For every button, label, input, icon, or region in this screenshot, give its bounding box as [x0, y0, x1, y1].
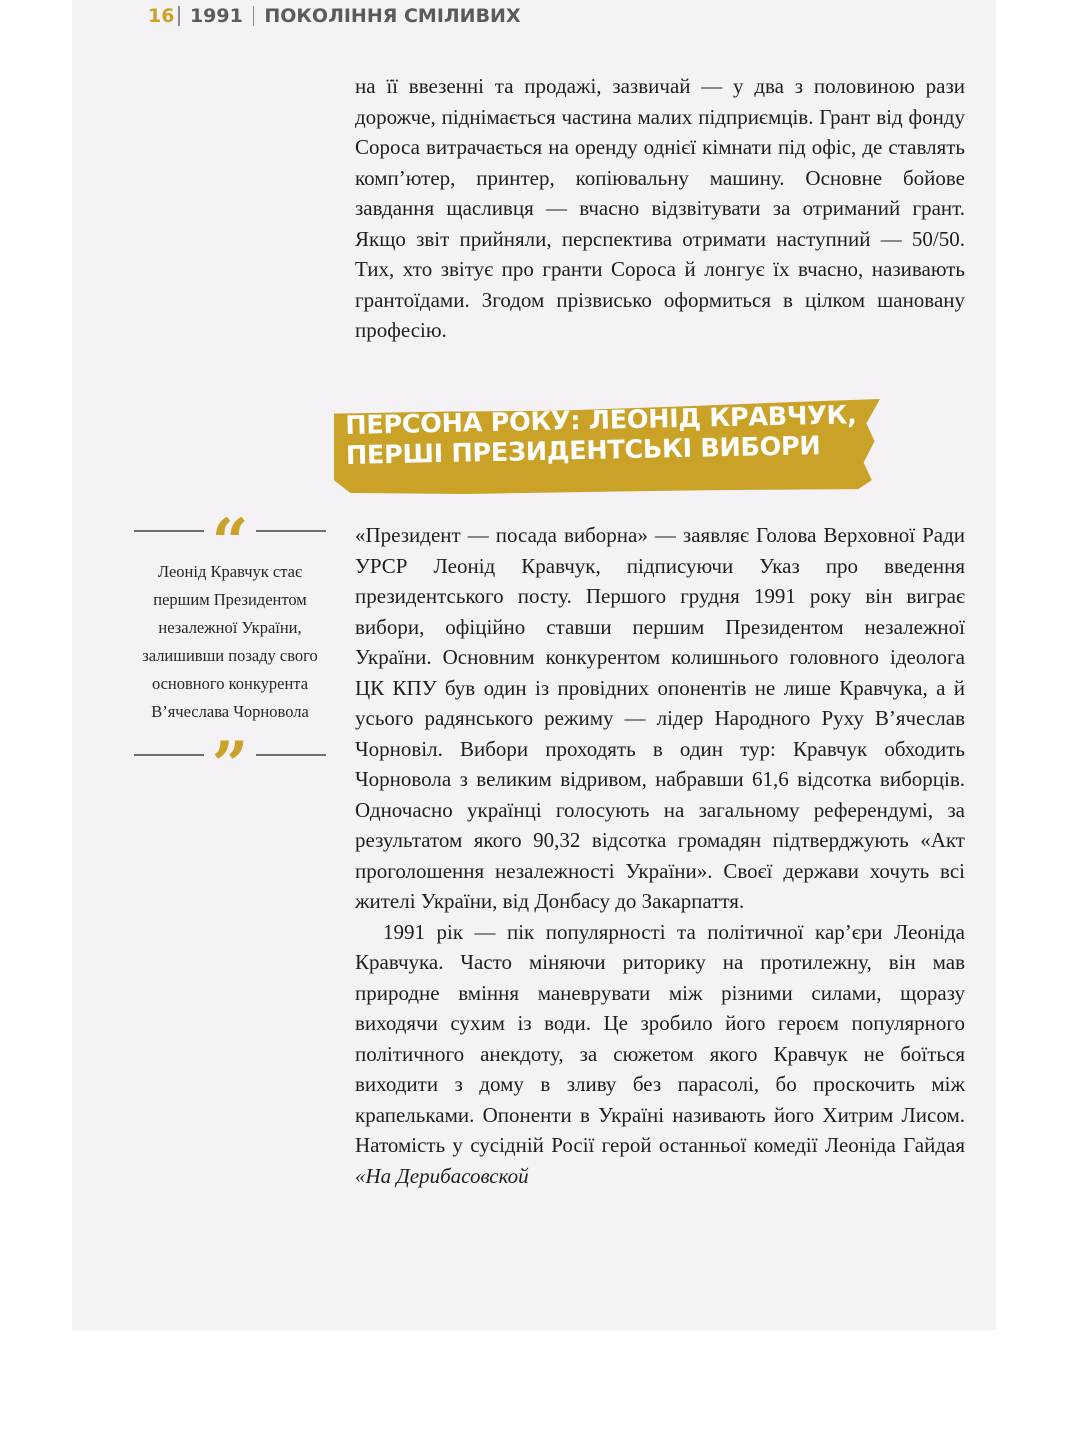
main-paragraph-1: «Президент — посада виборна» — заявляє Голова Верховної Ради УРСР Леонід Кравчук, підписуючи Указ про введення президентського посту. Першого грудня 1991 року він виграє вибори, офіційно ставши першим Президентом незалежної України. Основним конкурентом колишнього головного ідеолога ЦК КПУ був один із провідних опонентів не лише Кравчука, а й усього радянського режиму — лідер Народного Руху В’ячеслав Чорновіл. Вибори проходять в один тур: Кравчук обходить Чорновола з великим відривом, набравши 61,6 відсотка виборців. Одночасно українці голосують на загальному референдумі, за результатом якого 90,32 відсотка громадян підтверджують «Акт проголошення незалежності України». Своєї держави хочуть всі жителі України, від Донбасу до Закарпаття.	[355, 523, 965, 913]
running-head-year: 1991	[189, 5, 243, 27]
rule-left	[134, 530, 204, 532]
running-head-title: ПОКОЛІННЯ СМІЛИВИХ	[264, 5, 521, 27]
main-text-block	[355, 520, 965, 1191]
header-divider	[253, 6, 255, 26]
close-quote-icon: ”	[211, 728, 249, 803]
pull-quote-text: Леонід Кравчук стає першим Президентом незалежної України, залишивши позаду свого основного конкурента В’ячеслава Чорновола	[142, 562, 318, 721]
header-divider	[178, 6, 180, 26]
quote-top-rule	[134, 505, 326, 580]
quote-bottom-rule	[134, 728, 326, 803]
page-number: 16	[148, 5, 175, 27]
rule-right	[256, 530, 326, 532]
pull-quote	[134, 505, 326, 803]
section-heading-line-1: ПЕРСОНА РОКУ: ЛЕОНІД КРАВЧУК,	[345, 400, 857, 441]
main-paragraph-2	[355, 917, 965, 1192]
rule-right	[256, 754, 326, 756]
film-title-italic: «На Дерибасовской	[355, 1163, 529, 1188]
rule-left	[134, 754, 204, 756]
intro-text-block	[355, 71, 965, 346]
open-quote-icon: “	[211, 505, 249, 580]
running-head	[148, 4, 521, 28]
main-paragraph-2-text: 1991 рік — пік популярності та політичної кар’єри Леоніда Кравчука. Часто міняючи риторику на протилежну, він мав природне вміння маневрувати між різними силами, щоразу виходячи сухим із води. Це зробило його героєм популярного політичного анекдоту, за сюжетом якого Кравчук не боїться виходити з дому в зливу без парасолі, бо проскочить між крапельками. Опоненти в Україні називають його Хитрим Лисом. Натомість у сусідній Росії герой останньої комедії Леоніда Гайдая	[355, 919, 965, 1157]
intro-paragraph: на її ввезенні та продажі, зазвичай — у два з половиною рази дорожче, піднімається частина малих підприємців. Грант від фонду Сороса витрачається на оренду однієї кімнати під офіс, де ставлять комп’ютер, принтер, копіювальну машину. Основне бойове завдання щасливця — вчасно відзвітувати за отриманий грант. Якщо звіт прийняли, перспектива отримати наступний — 50/50. Тих, хто звітує про гранти Сороса й лонгує їх вчасно, називають грантоїдами. Згодом прізвисько оформиться в цілком шановану професію.	[355, 74, 965, 342]
section-heading-line-2: ПЕРШІ ПРЕЗИДЕНТСЬКІ ВИБОРИ	[345, 431, 821, 471]
section-heading	[345, 400, 876, 471]
